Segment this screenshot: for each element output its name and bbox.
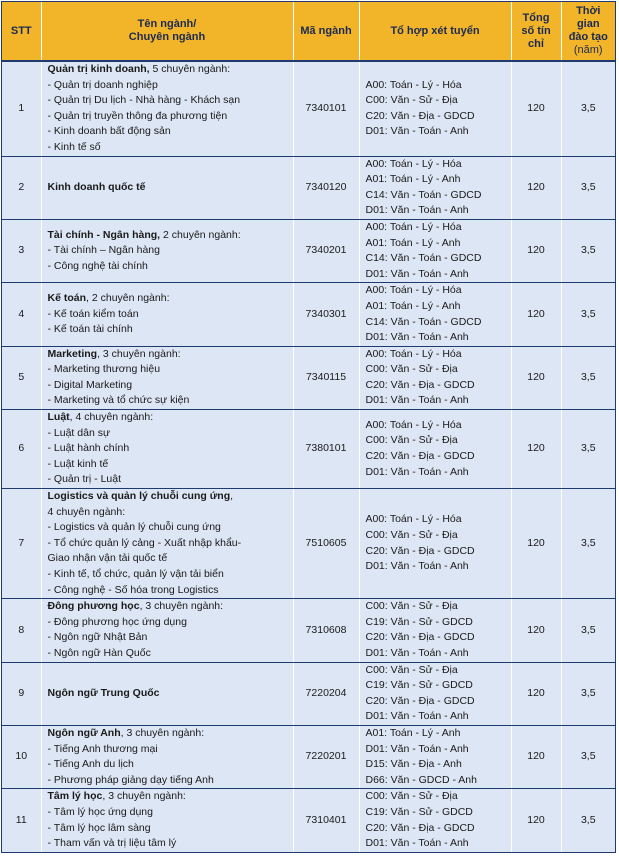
duration-cell — [561, 346, 615, 409]
program-code: 7340115 — [305, 371, 347, 384]
specialization-item: - Quản trị doanh nghiệp — [47, 78, 158, 91]
subject-combo-cell — [359, 61, 511, 156]
subject-combo-cell — [359, 725, 511, 788]
subject-combo: D01: Văn - Toán - Anh — [365, 125, 469, 138]
program-title-suffix: , — [230, 490, 234, 503]
subject-combo: A00: Toán - Lý - Hóa — [365, 418, 462, 431]
program-title-suffix: 2 chuyên ngành: — [160, 228, 241, 241]
program-title: Marketing — [47, 347, 98, 360]
stt-value: 11 — [15, 813, 27, 826]
subject-combo: C20: Văn - Địa - GDCD — [365, 631, 475, 644]
program-title-line — [48, 599, 293, 615]
program-title: Ngôn ngữ Anh — [47, 726, 121, 739]
subject-combo: C00: Văn - Sử - Địa — [365, 363, 458, 376]
program-title-line — [48, 291, 293, 307]
subject-combo: C19: Văn - Sử - GDCD — [365, 615, 473, 628]
program-code: 7310401 — [305, 813, 347, 826]
header-code: Mã ngành — [293, 2, 359, 61]
program-code-cell — [293, 599, 359, 662]
header-combo: Tổ hợp xét tuyển — [359, 2, 511, 61]
credits-value: 120 — [527, 180, 545, 193]
credits-value: 120 — [527, 442, 545, 455]
credits-cell — [511, 156, 561, 219]
stt-cell — [2, 725, 41, 788]
duration-cell — [561, 156, 615, 219]
program-code: 7380101 — [305, 442, 347, 455]
subject-combo: D01: Văn - Toán - Anh — [365, 394, 469, 407]
subject-combo: C00: Văn - Sử - Địa — [365, 529, 458, 542]
subject-combo: C20: Văn - Địa - GDCD — [365, 821, 475, 834]
stt-value: 5 — [18, 371, 25, 384]
duration-value: 3,5 — [580, 813, 596, 826]
specialization-item: - Kinh tế số — [47, 140, 101, 153]
duration-value: 3,5 — [580, 536, 596, 549]
subject-combo: A00: Toán - Lý - Hóa — [365, 513, 462, 526]
duration-value: 3,5 — [580, 686, 596, 699]
duration-value: 3,5 — [580, 101, 596, 114]
table-row — [2, 789, 615, 852]
program-name-cell — [41, 156, 293, 219]
header-credits: Tổng số tín chỉ — [511, 2, 561, 61]
program-table-frame — [1, 1, 616, 853]
table-row — [2, 662, 615, 725]
program-code-cell — [293, 346, 359, 409]
credits-cell — [511, 410, 561, 489]
subject-combo: D01: Văn - Toán - Anh — [365, 710, 469, 723]
subject-combo-cell — [359, 489, 511, 599]
subject-combo: D01: Văn - Toán - Anh — [365, 646, 469, 659]
duration-cell — [561, 662, 615, 725]
subject-combo: C00: Văn - Sử - Địa — [365, 434, 458, 447]
credits-cell — [511, 219, 561, 282]
credits-cell — [511, 789, 561, 852]
program-title: Luật — [47, 411, 70, 424]
specialization-item: - Logistics và quản lý chuỗi cung ứng — [47, 521, 221, 534]
table-row — [2, 156, 615, 219]
specialization-item: 4 chuyên ngành: — [47, 505, 126, 518]
program-code: 7510605 — [305, 536, 347, 549]
specialization-item: - Ngôn ngữ Hàn Quốc — [47, 646, 151, 659]
duration-value: 3,5 — [580, 750, 596, 763]
program-title: Kinh doanh quốc tế — [47, 180, 146, 193]
stt-cell — [2, 410, 41, 489]
table-row — [2, 489, 615, 599]
credits-value: 120 — [527, 750, 545, 763]
subject-combo: A01: Toán - Lý - Anh — [365, 299, 461, 312]
specialization-item: - Marketing thương hiệu — [47, 363, 161, 376]
program-title-suffix: , 3 chuyên ngành: — [97, 347, 181, 360]
stt-value: 10 — [15, 750, 28, 763]
subject-combo: D01: Văn - Toán - Anh — [365, 331, 469, 344]
program-code: 7340101 — [305, 101, 347, 114]
specialization-item: - Tham vấn và trị liệu tâm lý — [47, 837, 177, 850]
credits-cell — [511, 346, 561, 409]
duration-value: 3,5 — [580, 623, 596, 636]
program-title: Logistics và quản lý chuỗi cung ứng — [47, 490, 231, 503]
program-title-line — [48, 789, 293, 805]
stt-cell — [2, 156, 41, 219]
credits-value: 120 — [527, 307, 545, 320]
program-code-cell — [293, 410, 359, 489]
credits-cell — [511, 725, 561, 788]
credits-cell — [511, 599, 561, 662]
subject-combo: D01: Văn - Toán - Anh — [365, 560, 469, 573]
program-title-line — [48, 726, 293, 742]
subject-combo: A00: Toán - Lý - Hóa — [365, 220, 462, 233]
program-name-cell — [41, 789, 293, 852]
subject-combo-cell — [359, 662, 511, 725]
specialization-item: - Quản trị truyền thông đa phương tiện — [47, 109, 228, 122]
subject-combo: C00: Văn - Sử - Địa — [365, 663, 458, 676]
program-title-suffix: , 4 chuyên ngành: — [69, 411, 154, 424]
specialization-item: - Tâm lý học lâm sàng — [47, 821, 151, 834]
specialization-item: Giao nhận vận tải quốc tế — [47, 552, 168, 565]
program-title-line — [48, 686, 293, 702]
specialization-item: - Kinh tế, tổ chức, quản lý vận tải biển — [47, 568, 224, 580]
credits-value: 120 — [527, 536, 545, 549]
program-name-cell — [41, 346, 293, 409]
table-row — [2, 410, 615, 489]
subject-combo: D01: Văn - Toán - Anh — [365, 742, 469, 755]
stt-value: 4 — [18, 307, 25, 320]
program-title-suffix: , 2 chuyên ngành: — [86, 292, 170, 305]
specialization-item: - Luật dân sự — [47, 426, 110, 439]
stt-cell — [2, 599, 41, 662]
stt-cell — [2, 283, 41, 346]
program-code: 7220204 — [305, 686, 347, 699]
program-table — [2, 2, 615, 853]
duration-value: 3,5 — [580, 244, 596, 257]
table-row — [2, 725, 615, 788]
specialization-item: - Digital Marketing — [47, 378, 133, 391]
specialization-item: - Công nghệ - Số hóa trong Logistics — [47, 583, 219, 596]
program-name-cell — [41, 662, 293, 725]
program-code-cell — [293, 789, 359, 852]
program-code-cell — [293, 489, 359, 599]
subject-combo-cell — [359, 346, 511, 409]
credits-value: 120 — [527, 371, 545, 384]
program-code-cell — [293, 662, 359, 725]
table-row — [2, 283, 615, 346]
specialization-item: - Ngôn ngữ Nhật Bản — [47, 631, 148, 644]
header-duration: Thời gian đào tạo (năm) — [561, 2, 615, 61]
program-code-cell — [293, 61, 359, 156]
duration-value: 3,5 — [580, 180, 596, 193]
table-body — [2, 61, 615, 852]
credits-value: 120 — [527, 813, 545, 826]
program-title: Quản trị kinh doanh, — [47, 63, 150, 75]
subject-combo-cell — [359, 283, 511, 346]
program-title: Kế toán — [47, 292, 87, 305]
credits-value: 120 — [527, 244, 545, 257]
duration-value: 3,5 — [580, 307, 596, 320]
duration-cell — [561, 283, 615, 346]
duration-cell — [561, 489, 615, 599]
subject-combo: A00: Toán - Lý - Hóa — [365, 157, 462, 170]
stt-value: 6 — [18, 442, 25, 455]
program-code-cell — [293, 219, 359, 282]
program-title-line — [48, 410, 293, 426]
program-code-cell — [293, 725, 359, 788]
specialization-item: - Tổ chức quản lý cảng - Xuất nhập khẩu- — [47, 536, 242, 549]
program-code: 7220201 — [305, 750, 347, 763]
stt-value: 8 — [18, 623, 25, 636]
specialization-item: - Quản trị Du lịch - Nhà hàng - Khách sạn — [47, 94, 241, 107]
subject-combo: C20: Văn - Địa - GDCD — [365, 378, 475, 391]
program-title-line — [48, 347, 293, 363]
program-title-line — [48, 62, 293, 78]
subject-combo: C19: Văn - Sử - GDCD — [365, 805, 473, 818]
subject-combo: C14: Văn - Toán - GDCD — [365, 252, 482, 265]
duration-value: 3,5 — [580, 442, 596, 455]
program-code: 7340201 — [305, 244, 347, 257]
subject-combo: C20: Văn - Địa - GDCD — [365, 450, 475, 463]
specialization-item: - Phương pháp giảng dạy tiếng Anh — [47, 773, 214, 786]
subject-combo: A01: Toán - Lý - Anh — [365, 726, 461, 739]
program-title: Ngôn ngữ Trung Quốc — [47, 686, 160, 699]
subject-combo: A00: Toán - Lý - Hóa — [365, 284, 462, 297]
credits-cell — [511, 662, 561, 725]
specialization-item: - Tài chính – Ngân hàng — [47, 244, 160, 257]
stt-cell — [2, 789, 41, 852]
duration-value: 3,5 — [580, 371, 596, 384]
stt-value: 1 — [18, 101, 25, 114]
subject-combo: C14: Văn - Toán - GDCD — [365, 315, 482, 328]
program-code: 7340120 — [305, 180, 347, 193]
program-name-cell — [41, 283, 293, 346]
table-row — [2, 61, 615, 156]
specialization-item: - Đông phương học ứng dụng — [47, 615, 187, 628]
stt-cell — [2, 219, 41, 282]
program-name-cell — [41, 61, 293, 156]
specialization-item: - Kinh doanh bất động sản — [47, 125, 171, 138]
table-row — [2, 599, 615, 662]
table-row — [2, 219, 615, 282]
subject-combo: C20: Văn - Địa - GDCD — [365, 109, 475, 122]
specialization-item: - Tiếng Anh du lịch — [47, 758, 134, 771]
duration-cell — [561, 725, 615, 788]
program-name-cell — [41, 489, 293, 599]
program-code: 7340301 — [305, 307, 347, 320]
specialization-item: - Công nghệ tài chính — [47, 259, 148, 272]
stt-cell — [2, 489, 41, 599]
subject-combo: D01: Văn - Toán - Anh — [365, 465, 469, 478]
subject-combo: D01: Văn - Toán - Anh — [365, 267, 469, 280]
subject-combo: A00: Toán - Lý - Hóa — [365, 78, 462, 91]
credits-value: 120 — [527, 101, 545, 114]
duration-cell — [561, 219, 615, 282]
credits-value: 120 — [527, 623, 545, 636]
subject-combo: D66: Văn - GDCD - Anh — [365, 773, 477, 786]
program-title: Tâm lý học — [47, 790, 103, 803]
specialization-item: - Tiếng Anh thương mại — [47, 742, 158, 755]
program-title-line — [48, 180, 293, 196]
program-title-line — [48, 228, 293, 244]
subject-combo: C20: Văn - Địa - GDCD — [365, 694, 475, 707]
subject-combo-cell — [359, 219, 511, 282]
duration-cell — [561, 61, 615, 156]
program-name-cell — [41, 599, 293, 662]
specialization-item: - Kế toán tài chính — [47, 323, 133, 336]
specialization-item: - Tâm lý học ứng dụng — [47, 805, 153, 818]
specialization-item: - Luật hành chính — [47, 442, 130, 455]
duration-cell — [561, 599, 615, 662]
duration-cell — [561, 789, 615, 852]
program-code: 7310608 — [305, 623, 347, 636]
subject-combo-cell — [359, 410, 511, 489]
stt-value: 2 — [18, 180, 25, 193]
subject-combo: D01: Văn - Toán - Anh — [365, 204, 469, 217]
program-title-suffix: , 3 chuyên ngành: — [102, 790, 186, 803]
stt-cell — [2, 346, 41, 409]
stt-value: 9 — [18, 686, 25, 699]
subject-combo-cell — [359, 156, 511, 219]
program-name-cell — [41, 410, 293, 489]
program-name-cell — [41, 219, 293, 282]
program-title-suffix: , 3 chuyên ngành: — [139, 600, 224, 613]
subject-combo-cell — [359, 789, 511, 852]
specialization-item: - Marketing và tổ chức sự kiện — [47, 394, 190, 407]
program-code-cell — [293, 156, 359, 219]
table-header — [2, 2, 615, 61]
header-name: Tên ngành/ Chuyên ngành — [41, 2, 293, 61]
subject-combo: C20: Văn - Địa - GDCD — [365, 544, 475, 557]
subject-combo: C00: Văn - Sử - Địa — [365, 790, 458, 803]
credits-cell — [511, 283, 561, 346]
program-title: Đông phương học — [47, 600, 140, 613]
specialization-item: - Kế toán kiểm toán — [47, 307, 139, 320]
credits-cell — [511, 489, 561, 599]
subject-combo: C14: Văn - Toán - GDCD — [365, 188, 482, 201]
subject-combo-cell — [359, 599, 511, 662]
program-title-suffix: 5 chuyên ngành: — [149, 63, 231, 75]
subject-combo: C00: Văn - Sử - Địa — [365, 600, 458, 613]
program-title-line — [48, 489, 293, 505]
subject-combo: A01: Toán - Lý - Anh — [365, 236, 461, 249]
subject-combo: D15: Văn - Địa - Anh — [365, 758, 462, 771]
subject-combo: A00: Toán - Lý - Hóa — [365, 347, 462, 360]
stt-value: 3 — [18, 244, 25, 257]
subject-combo: A01: Toán - Lý - Anh — [365, 173, 461, 186]
duration-cell — [561, 410, 615, 489]
credits-cell — [511, 61, 561, 156]
subject-combo: D01: Văn - Toán - Anh — [365, 837, 469, 850]
header-stt: STT — [2, 2, 41, 61]
specialization-item: - Quản trị - Luật — [47, 473, 122, 486]
table-row — [2, 346, 615, 409]
program-name-cell — [41, 725, 293, 788]
program-code-cell — [293, 283, 359, 346]
program-title: Tài chính - Ngân hàng, — [47, 228, 161, 241]
stt-cell — [2, 662, 41, 725]
program-title-suffix: , 3 chuyên ngành: — [120, 726, 205, 739]
stt-cell — [2, 61, 41, 156]
subject-combo: C19: Văn - Sử - GDCD — [365, 679, 473, 692]
specialization-item: - Luật kinh tế — [47, 457, 109, 470]
subject-combo: C00: Văn - Sử - Địa — [365, 94, 458, 107]
credits-value: 120 — [527, 686, 545, 699]
stt-value: 7 — [18, 536, 25, 549]
